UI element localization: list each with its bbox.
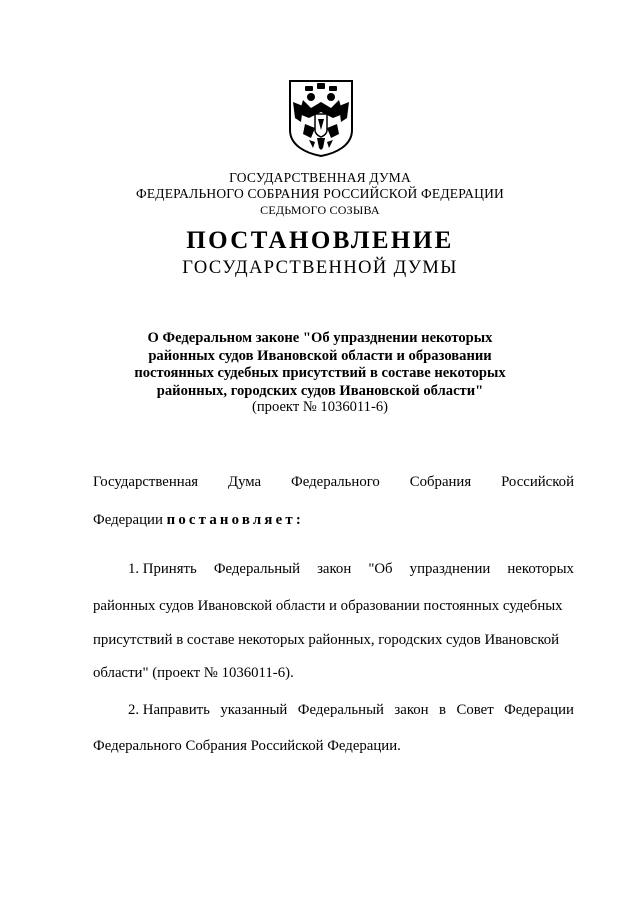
item2-word: закон <box>394 702 429 718</box>
item2-word: в <box>439 702 447 718</box>
decree-word: постановляет: <box>166 512 304 528</box>
item1-line-3: присутствий в составе некоторых районных, городских судов Ивановской <box>93 632 560 648</box>
document-type: ПОСТАНОВЛЕНИЕ <box>186 227 454 254</box>
header-line-1: ГОСУДАРСТВЕННАЯ ДУМА <box>229 170 411 185</box>
header-line-3: СЕДЬМОГО СОЗЫВА <box>260 203 380 217</box>
item2-line-1 <box>128 702 574 719</box>
item1-word: Федеральный <box>213 561 300 577</box>
intro-word: Дума <box>227 474 262 490</box>
intro-line-2 <box>93 512 304 529</box>
item2-word: Федеральный <box>297 702 384 718</box>
subject-line: районных судов Ивановской области и образовании <box>148 347 492 364</box>
intro-word: Федерации <box>93 512 163 528</box>
item1-word: 1. Принять <box>128 561 197 577</box>
document-subject <box>0 330 640 400</box>
intro-word: Российской <box>501 474 574 490</box>
item1-line-1 <box>128 561 574 578</box>
project-reference: (проект № 1036011-6) <box>252 399 388 415</box>
item2-word: Совет <box>456 702 494 718</box>
item1-word: "Об <box>368 561 393 577</box>
subject-line: О Федеральном законе "Об упразднении некоторых <box>147 330 493 346</box>
intro-line-1 <box>93 474 574 491</box>
intro-word: Государственная <box>93 474 199 490</box>
item1-line-4: области" (проект № 1036011-6). <box>93 665 294 681</box>
item2-word: 2. Направить <box>128 702 210 718</box>
subject-line: районных, городских судов Ивановской области" <box>156 382 484 399</box>
state-emblem-icon <box>287 78 355 158</box>
item1-word: упразднении <box>409 561 491 577</box>
item1-word: закон <box>317 561 352 577</box>
intro-word: Федерального <box>291 474 380 490</box>
intro-word: Собрания <box>409 474 472 490</box>
item2-line-2: Федерального Собрания Российской Федерации. <box>93 738 401 754</box>
document-issuer: ГОСУДАРСТВЕННОЙ ДУМЫ <box>182 258 458 278</box>
item2-word: Федерации <box>504 702 574 718</box>
item1-word: некоторых <box>507 561 574 577</box>
item2-word: указанный <box>220 702 288 718</box>
subject-line: постоянных судебных присутствий в составе некоторых <box>134 365 506 381</box>
header-line-2: ФЕДЕРАЛЬНОГО СОБРАНИЯ РОССИЙСКОЙ ФЕДЕРАЦИИ <box>136 186 504 201</box>
item1-line-2: районных судов Ивановской области и образовании постоянных судебных <box>93 598 563 614</box>
